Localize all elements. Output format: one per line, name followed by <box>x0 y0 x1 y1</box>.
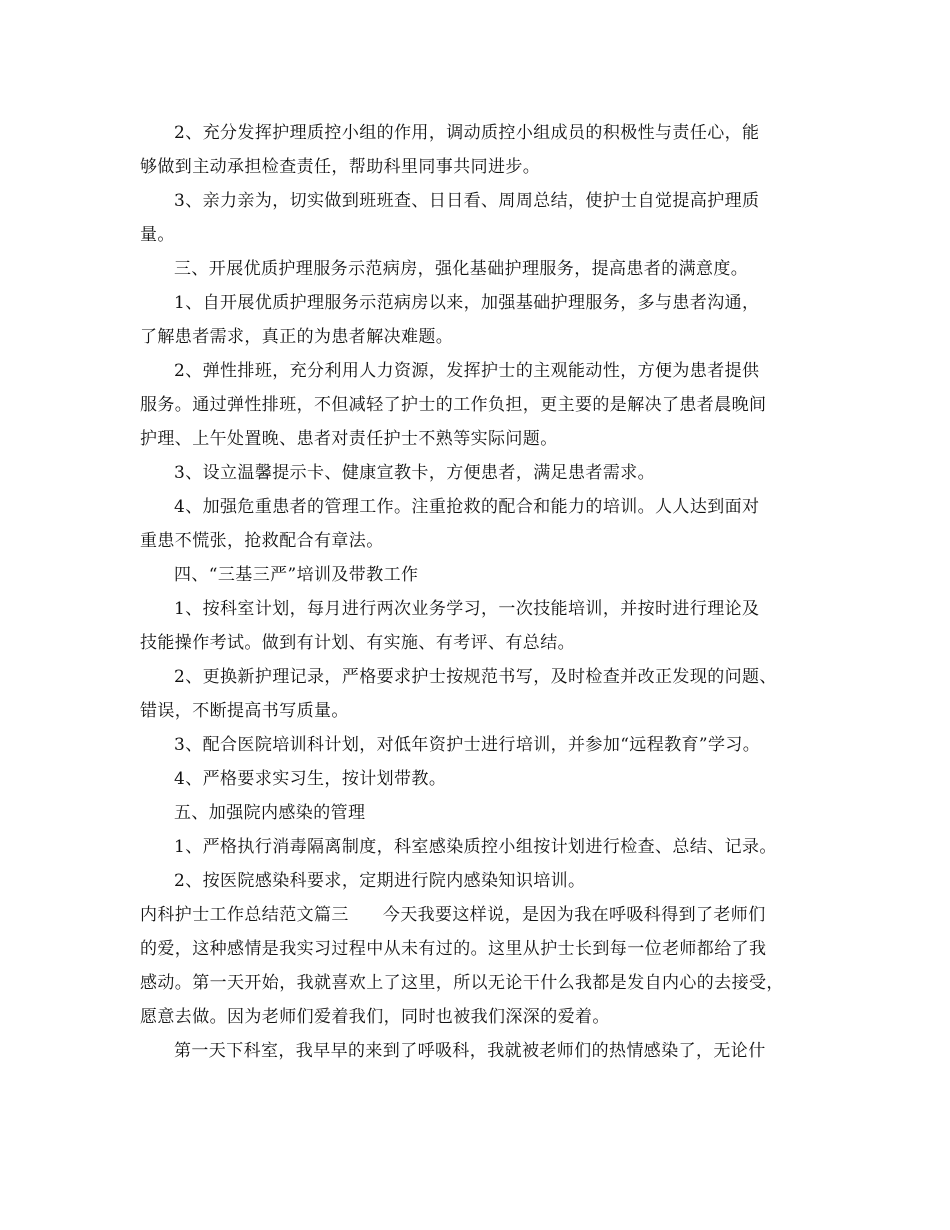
article-section-heading: 内科护士工作总结范文篇三 <box>140 905 349 925</box>
paragraph-line: 重患不慌张，抢救配合有章法。 <box>140 531 384 551</box>
section-heading-line: 三、开展优质护理服务示范病房，强化基础护理服务，提高患者的满意度。 <box>174 259 749 279</box>
section-heading-line: 四、“三基三严”培训及带教工作 <box>174 565 419 585</box>
paragraph-line: 错误，不断提高书写质量。 <box>140 701 349 721</box>
paragraph-line: 够做到主动承担检查责任，帮助科里同事共同进步。 <box>140 157 541 177</box>
paragraph-line: 2、更换新护理记录，严格要求护士按规范书写，及时检查并改正发现的问题、 <box>174 667 777 687</box>
paragraph-line: 技能操作考试。做到有计划、有实施、有考评、有总结。 <box>140 633 575 653</box>
paragraph-line: 3、配合医院培训科计划，对低年资护士进行培训，并参加“远程教育”学习。 <box>174 735 761 755</box>
paragraph-line: 1、严格执行消毒隔离制度，科室感染质控小组按计划进行检查、总结、记录。 <box>174 837 777 857</box>
paragraph-line: 感动。第一天开始，我就喜欢上了这里，所以无论干什么我都是发自内心的去接受， <box>140 973 784 993</box>
paragraph-line-with-heading <box>140 898 820 932</box>
paragraph-line: 4、严格要求实习生，按计划带教。 <box>174 769 447 789</box>
paragraph-line: 服务。通过弹性排班，不但减轻了护士的工作负担，更主要的是解决了患者晨晚间 <box>140 395 767 415</box>
paragraph-line: 4、加强危重患者的管理工作。注重抢救的配合和能力的培训。人人达到面对 <box>174 497 760 517</box>
paragraph-line: 2、弹性排班，充分利用人力资源，发挥护士的主观能动性，方便为患者提供 <box>174 361 760 381</box>
paragraph-line: 2、充分发挥护理质控小组的作用，调动质控小组成员的积极性与责任心，能 <box>174 123 760 143</box>
paragraph-line: 2、按医院感染科要求，定期进行院内感染知识培训。 <box>174 871 586 891</box>
paragraph-line: 1、按科室计划，每月进行两次业务学习，一次技能培训，并按时进行理论及 <box>174 599 760 619</box>
paragraph-line: 的爱，这种感情是我实习过程中从未有过的。这里从护士长到每一位老师都给了我 <box>140 939 767 959</box>
paragraph-line: 第一天下科室，我早早的来到了呼吸科，我就被老师们的热情感染了，无论什 <box>174 1041 766 1061</box>
paragraph-line: 3、设立温馨提示卡、健康宣教卡，方便患者，满足患者需求。 <box>174 463 656 483</box>
paragraph-line: 护理、上午处置晚、患者对责任护士不熟等实际问题。 <box>140 429 558 449</box>
paragraph-text: 今天我要这样说，是因为我在呼吸科得到了老师们 <box>382 905 766 925</box>
paragraph-line: 3、亲力亲为，切实做到班班查、日日看、周周总结，使护士自觉提高护理质 <box>174 191 760 211</box>
paragraph-line: 量。 <box>140 225 175 245</box>
section-heading-line: 五、加强院内感染的管理 <box>174 803 366 823</box>
document-body <box>140 116 820 1068</box>
paragraph-line: 了解患者需求，真正的为患者解决难题。 <box>140 327 454 347</box>
paragraph-line: 愿意去做。因为老师们爱着我们，同时也被我们深深的爱着。 <box>140 1007 610 1027</box>
paragraph-line: 1、自开展优质护理服务示范病房以来，加强基础护理服务，多与患者沟通， <box>174 293 760 313</box>
